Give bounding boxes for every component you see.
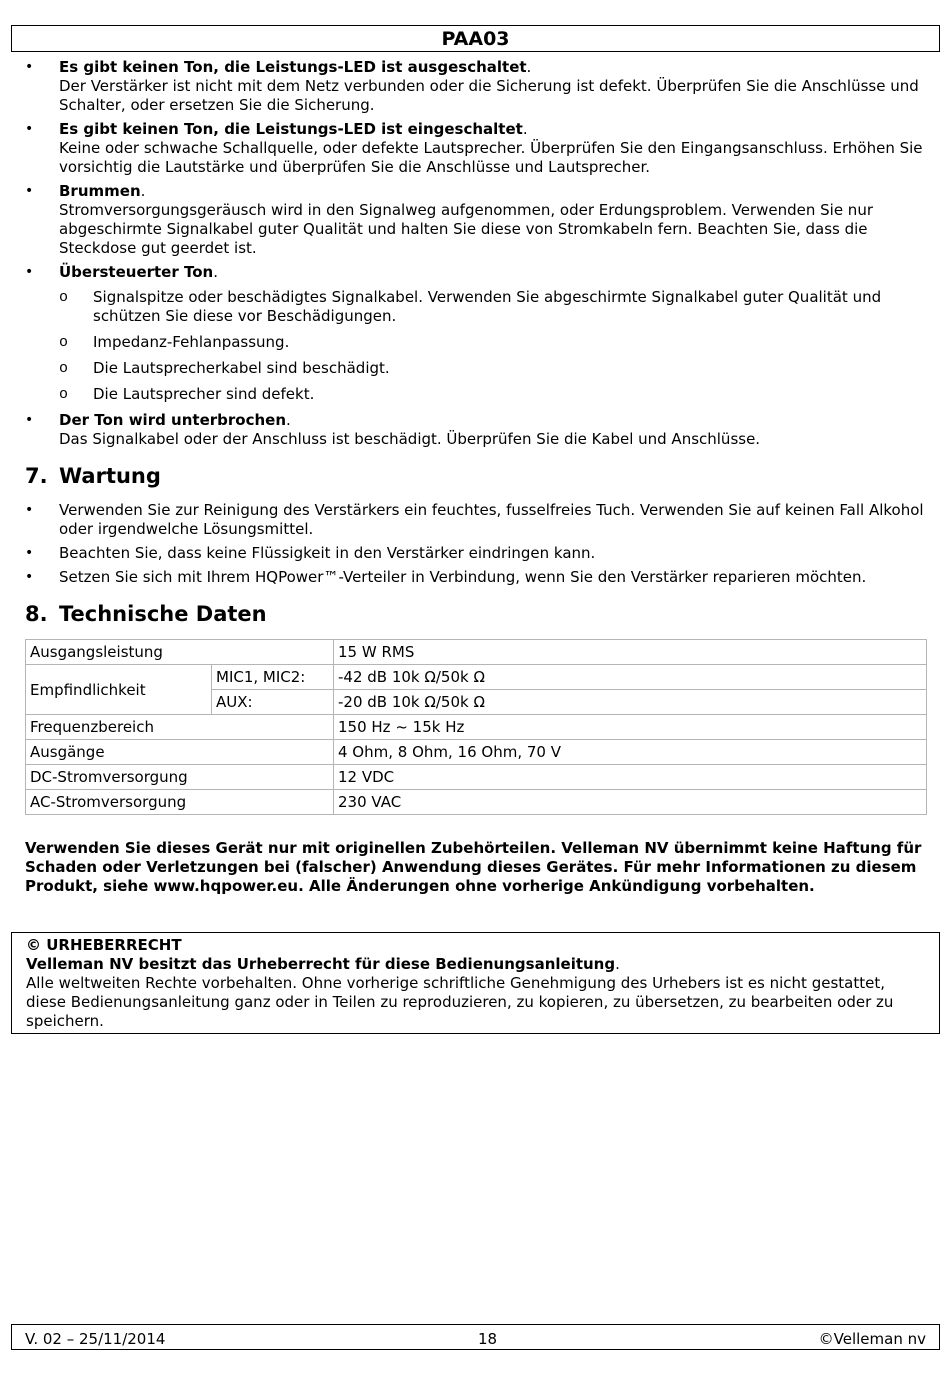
troubleshooting-list	[25, 58, 930, 449]
item-text: Der Verstärker ist nicht mit dem Netz verbunden oder die Sicherung ist defekt. Überprüfen Sie die Anschlüsse und Schalter, oder ersetzen Sie die Sicherung.	[59, 77, 919, 114]
sub-list	[59, 288, 930, 404]
footer-brand: ©Velleman nv	[818, 1330, 926, 1348]
list-item: • Brummen. Stromversorgungsgeräusch wird in den Signalweg aufgenommen, oder Erdungsproblem. Verwenden Sie nur abgeschirmte Signalkabel guter Qualität und halten Sie diese von Stromkabeln fern. Beachten Sie, dass die Steckdose gut geerdet ist.	[25, 182, 930, 258]
copyright-text: Alle weltweiten Rechte vorbehalten. Ohne vorherige schriftliche Genehmigung des Urhebers ist es nicht gestattet, diese Bedienungsanleitung ganz oder in Teilen zu reproduzieren, zu kopieren, zu übersetzen, zu bearbeiten oder zu speichern.	[26, 974, 894, 1030]
item-text: Das Signalkabel oder der Anschluss ist beschädigt. Überprüfen Sie die Kabel und Anschlüsse.	[59, 430, 761, 448]
copyright-owner: Velleman NV besitzt das Urheberrecht für diese Bedienungsanleitung	[26, 955, 616, 973]
section-title: Technische Daten	[59, 602, 267, 626]
page-header	[11, 25, 940, 52]
item-title: Es gibt keinen Ton, die Leistungs-LED ist eingeschaltet	[59, 120, 523, 138]
spec-value: 150 Hz ~ 15k Hz	[334, 715, 927, 740]
page-footer	[11, 1324, 940, 1350]
section-number: 7.	[25, 464, 48, 488]
list-item: • Beachten Sie, dass keine Flüssigkeit in den Verstärker eindringen kann.	[25, 544, 930, 563]
table-row	[26, 665, 927, 690]
copyright-heading: © URHEBERRECHT	[26, 936, 182, 954]
sub-list-item: o Die Lautsprecherkabel sind beschädigt.	[59, 359, 930, 378]
footer-page-number: 18	[478, 1330, 498, 1348]
spec-value: 15 W RMS	[334, 640, 927, 665]
item-title: Übersteuerter Ton	[59, 263, 214, 281]
maintenance-list	[25, 501, 930, 587]
list-item: • Es gibt keinen Ton, die Leistungs-LED ist eingeschaltet. Keine oder schwache Schallquelle, oder defekte Lautsprecher. Überprüfen Sie den Eingangsanschluss. Erhöhen Sie vorsichtig die Lautstärke und überprüfen Sie die Anschlüsse und Lautsprecher.	[25, 120, 930, 177]
table-row	[26, 765, 927, 790]
table-row	[26, 740, 927, 765]
spec-value: 230 VAC	[334, 790, 927, 815]
table-row	[26, 790, 927, 815]
document-title: PAA03	[441, 28, 510, 50]
spec-label: Ausgänge	[26, 740, 334, 765]
copyright-box: © URHEBERRECHT Velleman NV besitzt das Urheberrecht für diese Bedienungsanleitung. Alle weltweiten Rechte vorbehalten. Ohne vorherige schriftliche Genehmigung des Urhebers ist es nicht gestattet, diese Bedienungsanleitung ganz oder in Teilen zu reproduzieren, zu kopieren, zu übersetzen, zu bearbeiten oder zu speichern.	[11, 932, 940, 1034]
item-text: Keine oder schwache Schallquelle, oder defekte Lautsprecher. Überprüfen Sie den Eingangsanschluss. Erhöhen Sie vorsichtig die Lautstärke und überprüfen Sie die Anschlüsse und Lautsprecher.	[59, 139, 923, 176]
spec-value: -20 dB 10k Ω/50k Ω	[334, 690, 927, 715]
spec-label: AC-Stromversorgung	[26, 790, 334, 815]
footer-version: V. 02 – 25/11/2014	[25, 1330, 166, 1348]
spec-label: DC-Stromversorgung	[26, 765, 334, 790]
list-item: • Verwenden Sie zur Reinigung des Verstärkers ein feuchtes, fusselfreies Tuch. Verwenden Sie auf keinen Fall Alkohol oder irgendwelche Lösungsmittel.	[25, 501, 930, 539]
spec-label: Frequenzbereich	[26, 715, 334, 740]
table-row	[26, 640, 927, 665]
page-content	[25, 58, 930, 896]
item-title: Brummen	[59, 182, 141, 200]
section-heading-wartung	[25, 463, 930, 489]
sub-list-item: o Die Lautsprecher sind defekt.	[59, 385, 930, 404]
specs-table	[25, 639, 927, 815]
table-row	[26, 715, 927, 740]
spec-label: Empfindlichkeit	[26, 665, 212, 715]
item-text: Stromversorgungsgeräusch wird in den Signalweg aufgenommen, oder Erdungsproblem. Verwenden Sie nur abgeschirmte Signalkabel guter Qualität und halten Sie diese von Stromkabeln fern. Beachten Sie, dass die Steckdose gut geerdet ist.	[59, 201, 873, 257]
spec-value: 12 VDC	[334, 765, 927, 790]
spec-sublabel: AUX:	[212, 690, 334, 715]
spec-sublabel: MIC1, MIC2:	[212, 665, 334, 690]
sub-list-item: o Signalspitze oder beschädigtes Signalkabel. Verwenden Sie abgeschirmte Signalkabel guter Qualität und schützen Sie diese vor Beschädigungen.	[59, 288, 930, 326]
list-item: • Setzen Sie sich mit Ihrem HQPower™-Verteiler in Verbindung, wenn Sie den Verstärker reparieren möchten.	[25, 568, 930, 587]
sub-list-item: o Impedanz-Fehlanpassung.	[59, 333, 930, 352]
section-heading-technische-daten	[25, 601, 930, 627]
item-title: Der Ton wird unterbrochen	[59, 411, 287, 429]
section-title: Wartung	[59, 464, 161, 488]
spec-label: Ausgangsleistung	[26, 640, 334, 665]
list-item: • Übersteuerter Ton. o Signalspitze oder beschädigtes Signalkabel. Verwenden Sie abgeschirmte Signalkabel guter Qualität und schützen Sie diese vor Beschädigungen. o Impedanz-Fehlanpassung. o Die Lautsprecherkabel sind beschädigt. o Die Lautsprecher sind defekt.	[25, 263, 930, 404]
legal-notice: Verwenden Sie dieses Gerät nur mit originellen Zubehörteilen. Velleman NV übernimmt keine Haftung für Schaden oder Verletzungen bei (falscher) Anwendung dieses Gerätes. Für mehr Informationen zu diesem Produkt, siehe www.hqpower.eu. Alle Änderungen ohne vorherige Ankündigung vorbehalten.	[25, 839, 922, 895]
spec-value: -42 dB 10k Ω/50k Ω	[334, 665, 927, 690]
spec-value: 4 Ohm, 8 Ohm, 16 Ohm, 70 V	[334, 740, 927, 765]
section-number: 8.	[25, 602, 48, 626]
list-item: • Der Ton wird unterbrochen. Das Signalkabel oder der Anschluss ist beschädigt. Überprüfen Sie die Kabel und Anschlüsse.	[25, 411, 930, 449]
item-title: Es gibt keinen Ton, die Leistungs-LED ist ausgeschaltet	[59, 58, 527, 76]
list-item: • Es gibt keinen Ton, die Leistungs-LED ist ausgeschaltet. Der Verstärker ist nicht mit dem Netz verbunden oder die Sicherung ist defekt. Überprüfen Sie die Anschlüsse und Schalter, oder ersetzen Sie die Sicherung.	[25, 58, 930, 115]
